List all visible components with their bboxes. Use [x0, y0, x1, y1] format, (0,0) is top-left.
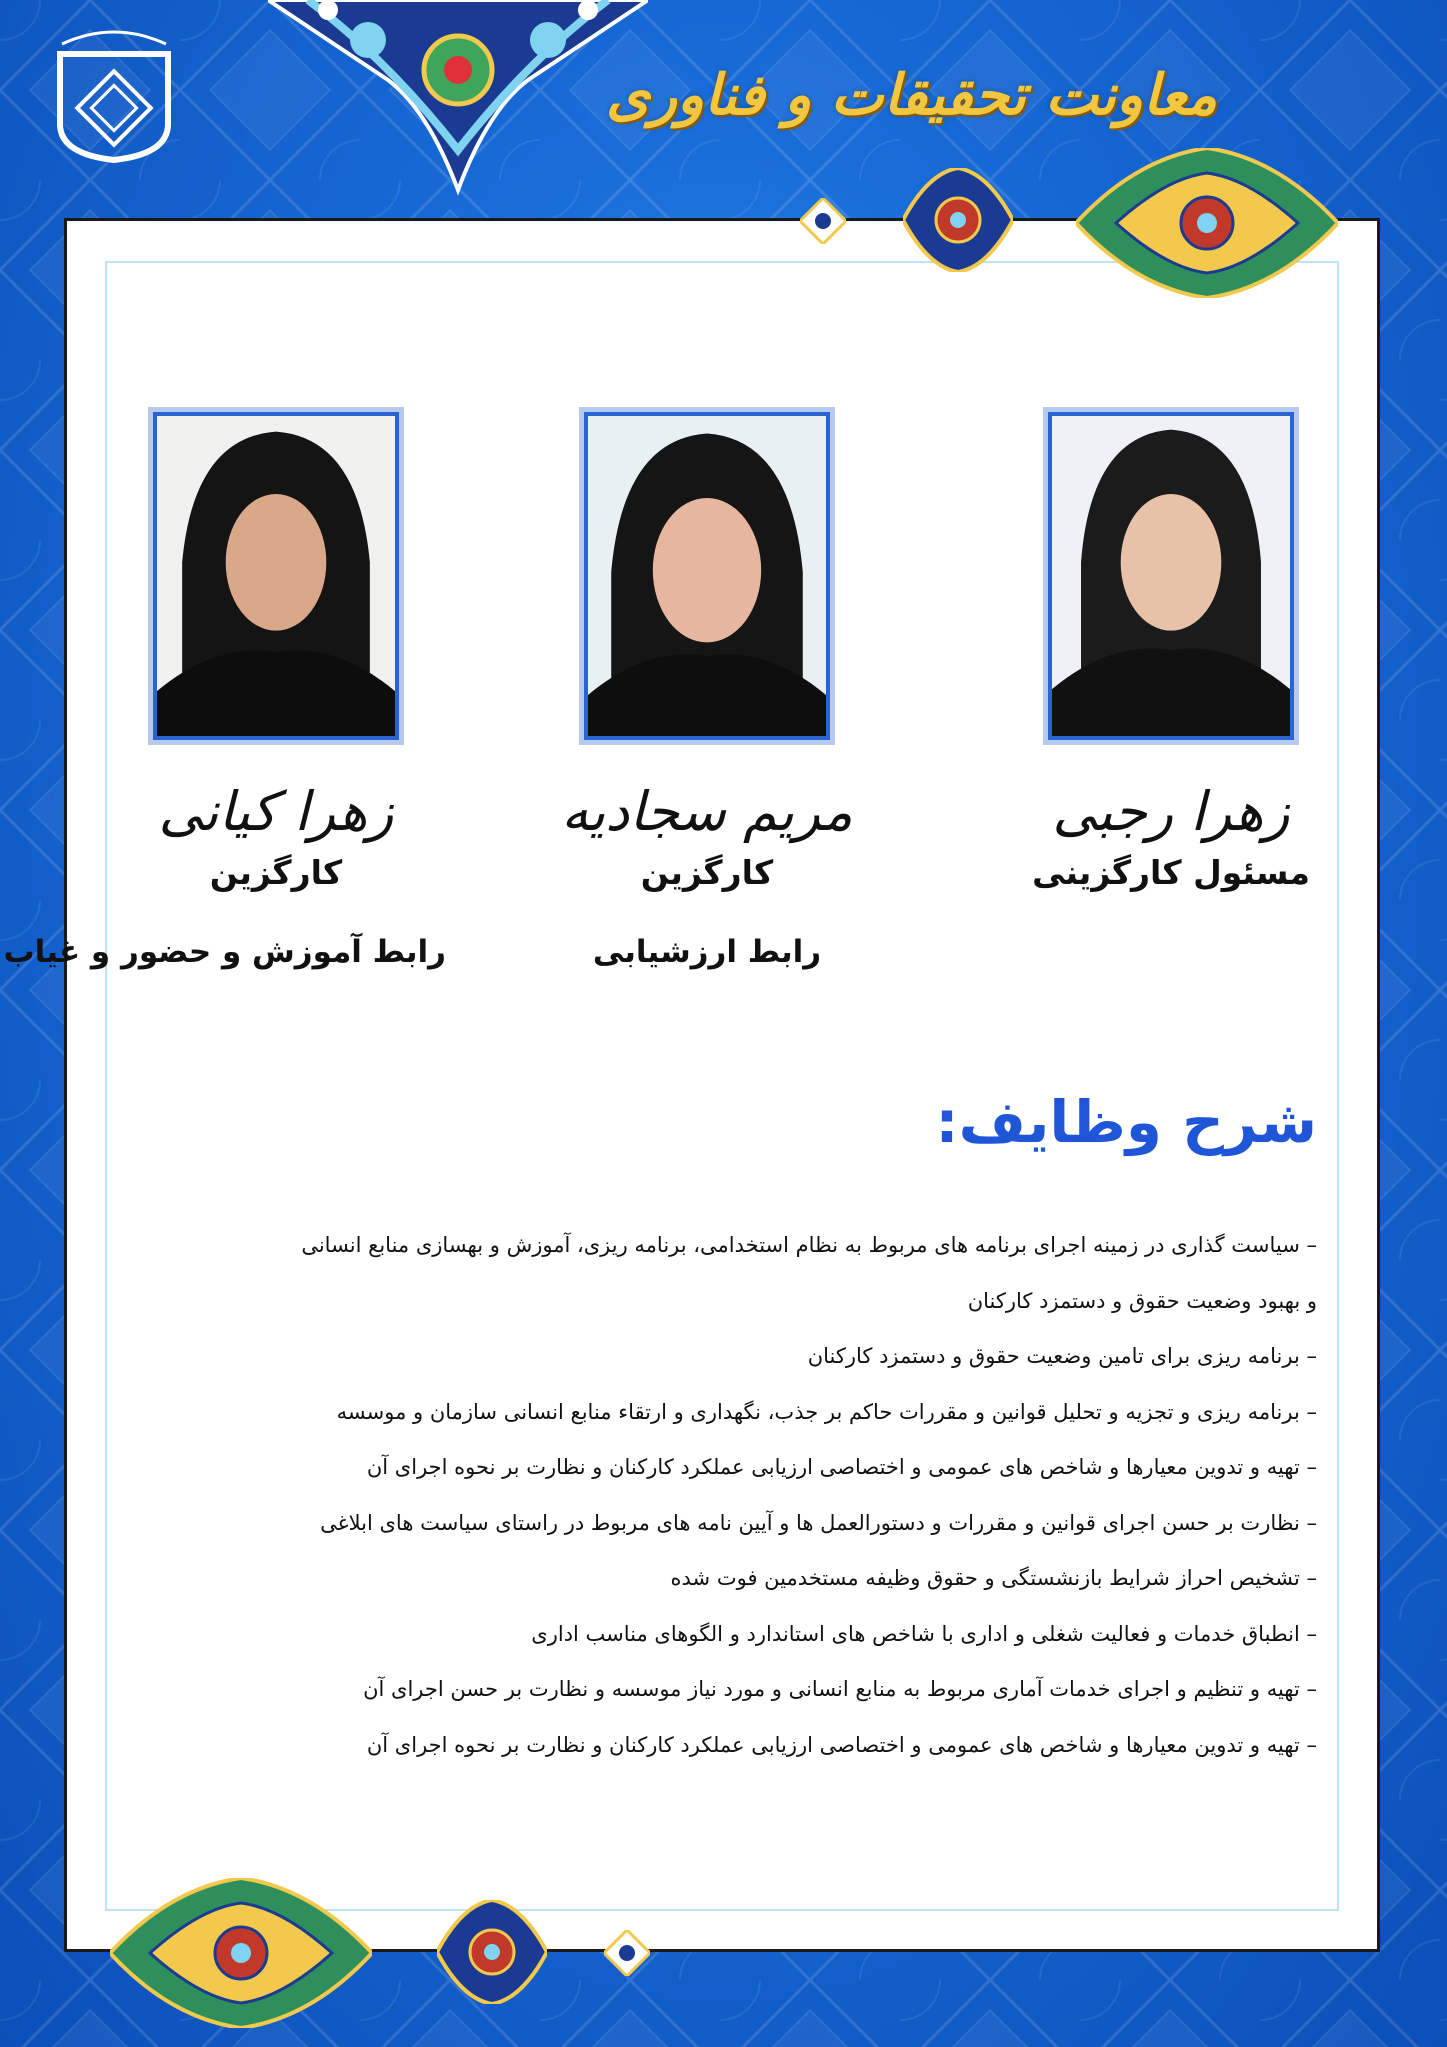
duty-item: – انطباق خدمات و فعالیت شغلی و اداری با شاخص های استاندارد و الگوهای مناسب اداری	[531, 1621, 1317, 1646]
staff-card-3	[3, 412, 446, 970]
staff-photo-3	[153, 412, 399, 740]
duty-item: و بهبود وضعیت حقوق و دستمزد کارکنان	[967, 1288, 1317, 1313]
duty-item: – برنامه ریزی برای تامین وضعیت حقوق و دستمزد کارکنان	[807, 1344, 1317, 1368]
ornament-top-right	[1076, 148, 1338, 298]
staff-subrole-3: رابط آموزش و حضور و غیاب	[3, 934, 446, 970]
ornament-bottom-center	[437, 1900, 547, 2004]
staff-name-2: مریم سجادیه	[561, 780, 853, 843]
duty-item: – سیاست گذاری در زمینه اجرای برنامه های مربوط به نظام استخدامی، برنامه ریزی، آموزش و بهسازی منابع انسانی	[301, 1233, 1317, 1257]
duty-item: – تهیه و تدوین معیارها و شاخص های عمومی و اختصاصی ارزیابی عملکرد کارکنان و نظارت بر نحوه اجرای آن	[366, 1732, 1317, 1757]
ornament-bottom-left	[110, 1878, 372, 2028]
university-logo	[52, 14, 176, 164]
staff-photo-2	[584, 412, 830, 740]
top-ornament-decoration	[268, 0, 648, 196]
duties-title: شرح وظایف:	[935, 1088, 1317, 1156]
staff-card-2	[557, 412, 857, 970]
header-title: معاونت تحقیقات و فناوری	[606, 62, 1217, 128]
staff-role-2: کارگزین	[640, 853, 774, 892]
staff-name-3: زهرا کیانی	[158, 780, 394, 843]
ornament-top-center	[903, 168, 1013, 272]
duty-item: – نظارت بر حسن اجرای قوانین و مقررات و دستورالعمل ها و آیین نامه های مربوط در راستای سیاست های ابلاغی	[320, 1510, 1317, 1535]
duty-item: – تهیه و تدوین معیارها و شاخص های عمومی و اختصاصی ارزیابی عملکرد کارکنان و نظارت بر نحوه اجرای آن	[366, 1455, 1317, 1479]
duty-item: – برنامه ریزی و تجزیه و تحلیل قوانین و مقررات حاکم بر جذب، نگهداری و ارتقاء منابع انسانی سازمان و موسسه	[336, 1399, 1317, 1424]
ornament-top-small	[800, 198, 846, 244]
staff-photo-1	[1048, 412, 1294, 740]
duty-item: – تهیه و تنظیم و اجرای خدمات آماری مربوط به منابع انسانی و مورد نیاز موسسه و نظارت بر حسن اجرای آن	[363, 1677, 1317, 1701]
duty-item: – تشخیص احراز شرایط بازنشستگی و حقوق وظیفه مستخدمین فوت شده	[670, 1566, 1317, 1590]
ornament-bottom-small	[604, 1930, 650, 1976]
staff-role-3: کارگزین	[209, 853, 343, 892]
staff-name-1: زهرا رجبی	[1052, 780, 1290, 843]
staff-card-1	[1021, 412, 1321, 934]
duties-list	[97, 1218, 1317, 1773]
staff-role-1: مسئول کارگزینی	[1032, 853, 1310, 892]
staff-subrole-2: رابط ارزشیابی	[592, 934, 822, 970]
